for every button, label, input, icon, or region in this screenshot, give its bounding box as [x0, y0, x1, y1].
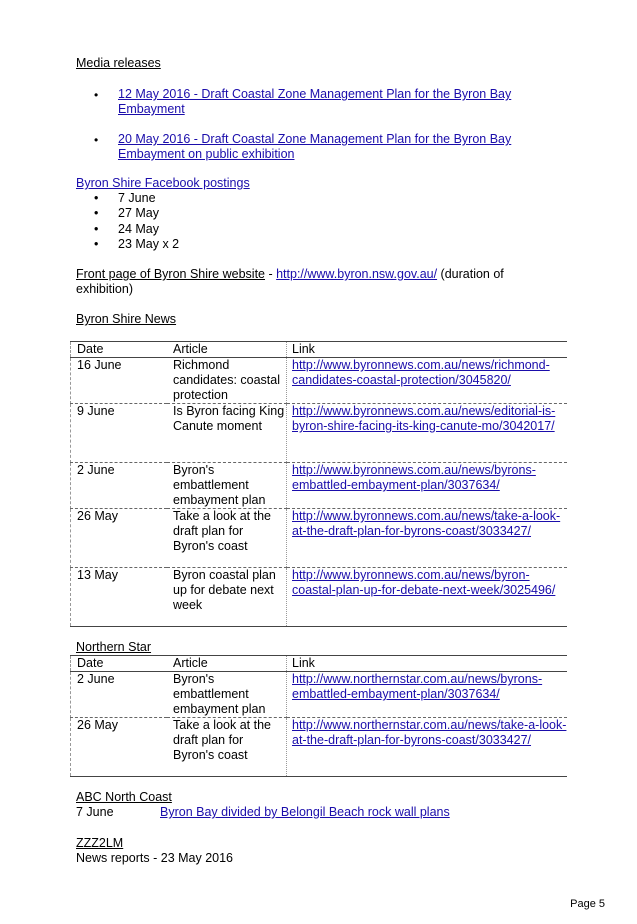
media-release-link-text[interactable]: 20 May 2016 - Draft Coastal Zone Management Plan for the Byron Bay Embayment on public exhibition: [118, 132, 512, 161]
table-row: [71, 672, 568, 718]
row-link[interactable]: http://www.byronnews.com.au/news/editorial-is-byron-shire-facing-its-king-canute-mo/3042017/: [292, 404, 556, 433]
website-suffix: (duration of exhibition): [76, 267, 504, 296]
bullet-icon: •: [94, 88, 99, 102]
page-number: Page 5: [570, 898, 605, 910]
facebook-heading-link[interactable]: Byron Shire Facebook postings: [76, 176, 250, 190]
list-item: • 24 May: [94, 222, 179, 237]
abc-article-link-wrap[interactable]: [160, 805, 450, 820]
row-link[interactable]: http://www.byronnews.com.au/news/byron-coastal-plan-up-for-debate-next-week/3025496/: [292, 568, 556, 597]
media-release-link-text[interactable]: 12 May 2016 - Draft Coastal Zone Management Plan for the Byron Bay Embayment: [118, 87, 512, 116]
row-link[interactable]: http://www.northernstar.com.au/news/take-a-look-at-the-draft-plan-for-byrons-coast/3033427/: [292, 718, 567, 747]
column-header-article: Article: [167, 656, 287, 672]
website-url-link[interactable]: http://www.byron.nsw.gov.au/: [276, 267, 438, 281]
row-link[interactable]: http://www.byronnews.com.au/news/richmond-candidates-coastal-protection/3045820/: [292, 358, 550, 387]
table-row: [71, 568, 568, 627]
row-article: Take a look at the draft plan for Byron's coast: [167, 509, 287, 568]
row-date: 16 June: [71, 358, 168, 404]
website-paragraph: [76, 267, 546, 297]
abc-date: 7 June: [76, 805, 114, 819]
column-header-link: Link: [287, 656, 568, 672]
table-row: [71, 718, 568, 777]
facebook-list: [94, 191, 179, 252]
abc-north-coast-heading: ABC North Coast: [76, 790, 172, 804]
list-item: • 27 May: [94, 206, 179, 221]
media-release-link-2[interactable]: [118, 132, 538, 162]
website-separator: -: [265, 267, 277, 281]
row-article: Byron coastal plan up for debate next week: [167, 568, 287, 627]
abc-article-link[interactable]: Byron Bay divided by Belongil Beach rock wall plans: [160, 805, 450, 819]
list-item: • 23 May x 2: [94, 237, 179, 252]
list-item: • 7 June: [94, 191, 179, 206]
row-article: Byron's embattlement embayment plan: [167, 672, 287, 718]
media-release-link-1[interactable]: [118, 87, 538, 117]
northern-star-table: [70, 655, 567, 777]
row-date: 26 May: [71, 718, 168, 777]
byron-shire-news-table: [70, 341, 567, 627]
bullet-icon: •: [94, 133, 99, 147]
zzz2lm-heading: ZZZ2LM: [76, 836, 124, 850]
row-article: Is Byron facing King Canute moment: [167, 404, 287, 463]
row-article: Take a look at the draft plan for Byron's coast: [167, 718, 287, 777]
table-header-row: [71, 656, 568, 672]
row-article: Byron's embattlement embayment plan: [167, 463, 287, 509]
row-date: 26 May: [71, 509, 168, 568]
row-date: 2 June: [71, 672, 168, 718]
column-header-date: Date: [71, 656, 168, 672]
website-label: Front page of Byron Shire website: [76, 267, 265, 281]
column-header-date: Date: [71, 342, 168, 358]
table-row: [71, 404, 568, 463]
row-article: Richmond candidates: coastal protection: [167, 358, 287, 404]
table-row: [71, 463, 568, 509]
zzz2lm-text: News reports - 23 May 2016: [76, 851, 234, 865]
column-header-link: Link: [287, 342, 568, 358]
row-link[interactable]: http://www.byronnews.com.au/news/take-a-look-at-the-draft-plan-for-byrons-coast/3033427/: [292, 509, 561, 538]
northern-star-heading: Northern Star: [76, 640, 152, 654]
media-releases-heading: Media releases: [76, 56, 161, 70]
row-link[interactable]: http://www.byronnews.com.au/news/byrons-embattled-embayment-plan/3037634/: [292, 463, 536, 492]
table-header-row: [71, 342, 568, 358]
row-link[interactable]: http://www.northernstar.com.au/news/byrons-embattled-embayment-plan/3037634/: [292, 672, 543, 701]
table-row: [71, 358, 568, 404]
column-header-article: Article: [167, 342, 287, 358]
row-date: 2 June: [71, 463, 168, 509]
byron-shire-news-heading: Byron Shire News: [76, 312, 177, 326]
table-row: [71, 509, 568, 568]
row-date: 9 June: [71, 404, 168, 463]
row-date: 13 May: [71, 568, 168, 627]
